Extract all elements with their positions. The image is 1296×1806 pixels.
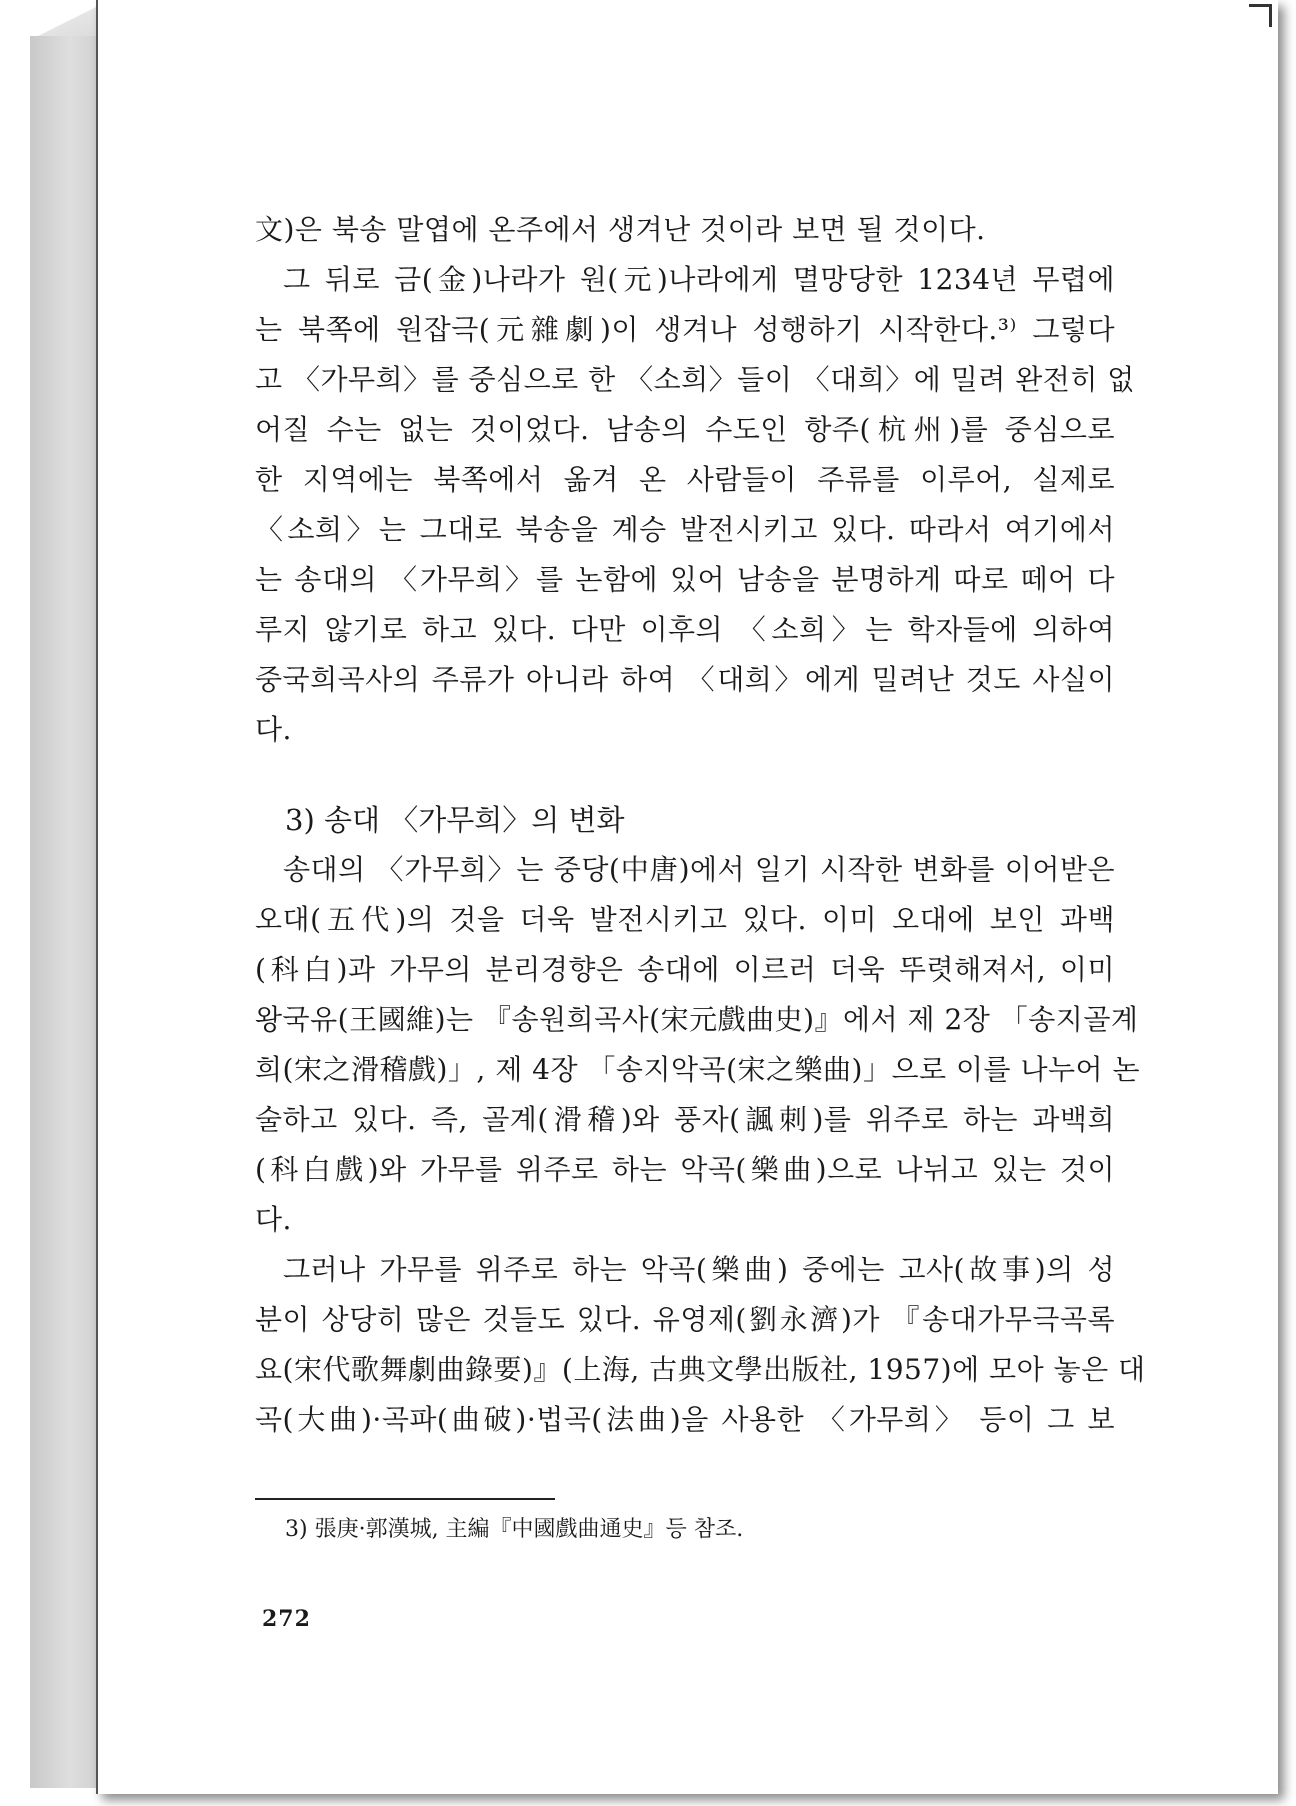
text-line: 요(宋代歌舞劇曲錄要)』(上海, 古典文學出版社, 1957)에 모아 놓은 대 <box>255 1353 1146 1386</box>
text-line: 왕국유(王國維)는 『송원희곡사(宋元戲曲史)』에서 제 2장 「송지골계 <box>255 1003 1139 1036</box>
text-line: 다. <box>255 1203 292 1236</box>
text-line: 루지 않기로 하고 있다. 다만 이후의 〈소희〉는 학자들에 의하여 <box>255 613 1115 646</box>
text-line: 는 북쪽에 원잡극(元雜劇)이 생겨나 성행하기 시작한다.³⁾ 그렇다 <box>255 313 1115 346</box>
text-line: 는 송대의 〈가무희〉를 논함에 있어 남송을 분명하게 따로 떼어 다 <box>255 563 1115 596</box>
text-line: 〈소희〉는 그대로 북송을 계승 발전시키고 있다. 따라서 여기에서 <box>255 513 1115 546</box>
text-line: 중국희곡사의 주류가 아니라 하여 〈대희〉에게 밀려난 것도 사실이 <box>255 663 1115 696</box>
text-line: 그 뒤로 금(金)나라가 원(元)나라에게 멸망당한 1234년 무렵에 <box>283 263 1115 296</box>
text-line: 곡(大曲)·곡파(曲破)·법곡(法曲)을 사용한 〈가무희〉 등이 그 보 <box>255 1403 1115 1436</box>
text-line: 고 〈가무희〉를 중심으로 한 〈소희〉들이 〈대희〉에 밀려 완전히 없 <box>255 363 1135 396</box>
text-line: 어질 수는 없는 것이었다. 남송의 수도인 항주(杭州)를 중심으로 <box>255 413 1115 446</box>
page-number: 272 <box>262 1606 311 1632</box>
footnote-separator <box>255 1498 555 1500</box>
text-line: 오대(五代)의 것을 더욱 발전시키고 있다. 이미 오대에 보인 과백 <box>255 903 1115 936</box>
page-corner-mark <box>1249 4 1272 27</box>
text-line: (科白戲)와 가무를 위주로 하는 악곡(樂曲)으로 나뉘고 있는 것이 <box>255 1153 1115 1186</box>
text-line: 술하고 있다. 즉, 골계(滑稽)와 풍자(諷刺)를 위주로 하는 과백희 <box>255 1103 1115 1136</box>
text-line: 文)은 북송 말엽에 온주에서 생겨난 것이라 보면 될 것이다. <box>255 213 986 246</box>
body-text <box>255 205 1146 1445</box>
text-line: 희(宋之滑稽戲)」, 제 4장 「송지악곡(宋之樂曲)」으로 이를 나누어 논 <box>255 1053 1141 1086</box>
text-line: 그러나 가무를 위주로 하는 악곡(樂曲) 중에는 고사(故事)의 성 <box>283 1253 1115 1286</box>
section-heading: 3) 송대 〈가무희〉의 변화 <box>285 803 625 837</box>
text-line: 분이 상당히 많은 것들도 있다. 유영제(劉永濟)가 『송대가무극곡록 <box>255 1303 1115 1336</box>
text-line: (科白)과 가무의 분리경향은 송대에 이르러 더욱 뚜렷해져서, 이미 <box>255 953 1115 986</box>
footnote: 3) 張庚·郭漢城, 主編『中國戲曲通史』등 참조. <box>285 1517 744 1542</box>
book-spine <box>30 36 96 1788</box>
text-line: 다. <box>255 713 292 746</box>
text-line: 한 지역에는 북쪽에서 옮겨 온 사람들이 주류를 이루어, 실제로 <box>255 463 1115 496</box>
text-line: 송대의 〈가무희〉는 중당(中唐)에서 일기 시작한 변화를 이어받은 <box>283 853 1115 886</box>
